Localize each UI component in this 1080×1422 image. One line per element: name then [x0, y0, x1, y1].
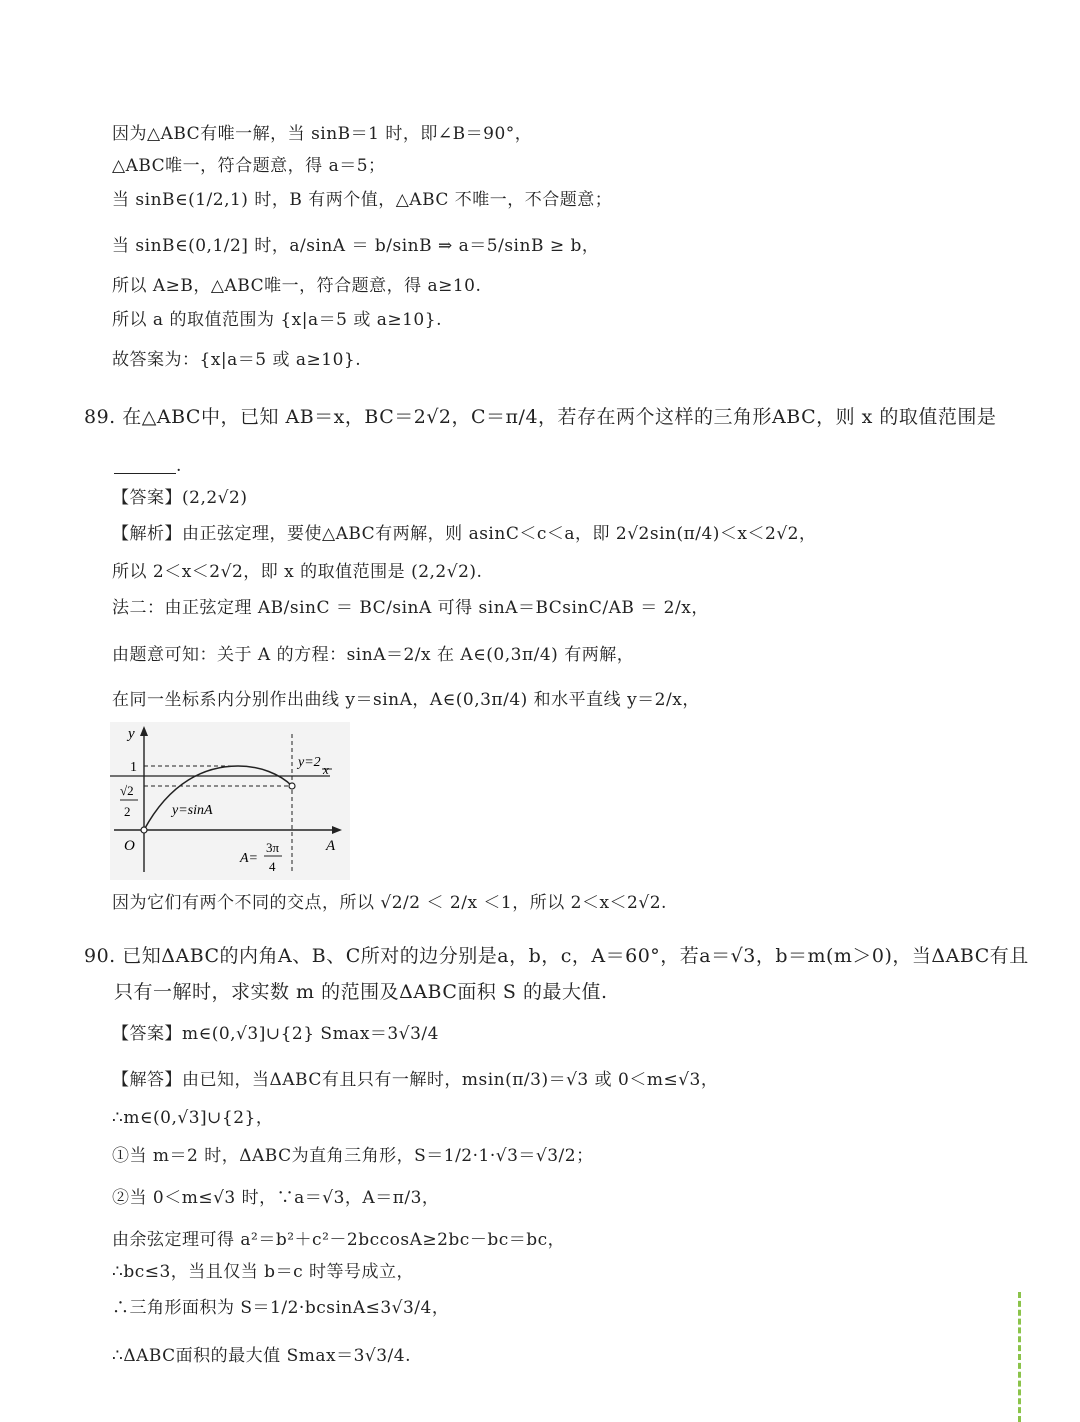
text-line-22: ②当 0＜m≤√3 时，∵a＝√3，A＝π/3，: [112, 1188, 440, 1208]
origin-open-point: [141, 827, 147, 833]
text-line-26: ∴ΔABC面积的最大值 Smax＝3√3/4.: [112, 1346, 411, 1366]
text-line-23: 由余弦定理可得 a²＝b²＋c²－2bccosA≥2bc－bc＝bc，: [112, 1230, 566, 1250]
text-line-20: ∴m∈(0,√3]∪{2}，: [112, 1108, 274, 1128]
tick-1-label: 1: [130, 760, 137, 775]
a-den: 4: [269, 859, 276, 874]
text-line-4: 当 sinB∈(0,1/2] 时，a/sinA ＝ b/sinB ⇒ a＝5/sinB ≥ b，: [112, 236, 600, 256]
page-edge-dashed-line: [1018, 1292, 1021, 1422]
sine-figure: [110, 722, 350, 884]
question-90-line-2: 只有一解时，求实数 m 的范围及ΔABC面积 S 的最大值.: [114, 981, 608, 1003]
text-line-24: ∴bc≤3，当且仅当 b＝c 时等号成立，: [112, 1262, 414, 1282]
text-line-14: 在同一坐标系内分别作出曲线 y＝sinA，A∈(0,3π/4) 和水平直线 y＝2/x，: [112, 690, 700, 710]
question-90-line-1: 90. 已知ΔABC的内角A、B、C所对的边分别是a，b，c，A＝60°，若a＝√3，b＝m(m＞0)，当ΔABC有且: [84, 945, 1029, 967]
answer-blank: [114, 470, 176, 474]
question-89: 89. 在△ABC中，已知 AB＝x，BC＝2√2，C＝π/4，若存在两个这样的三角形ABC，则 x 的取值范围是: [84, 406, 997, 428]
text-line-5: 所以 A≥B，△ABC唯一，符合题意，得 a≥10.: [112, 276, 482, 296]
analysis-89: 【解析】由正弦定理，要使△ABC有两解，则 asinC＜c＜a，即 2√2sin(π/4)＜x＜2√2，: [112, 524, 817, 544]
tick-sqrt2-num: √2: [120, 783, 134, 798]
solution-90: 【解答】由已知，当ΔABC有且只有一解时，msin(π/3)＝√3 或 0＜m≤√3，: [112, 1070, 719, 1090]
text-line-2: △ABC唯一，符合题意，得 a＝5；: [112, 156, 386, 176]
curve-label: y=sinA: [172, 803, 213, 818]
text-line-13: 由题意可知：关于 A 的方程：sinA＝2/x 在 A∈(0,3π/4) 有两解，: [112, 645, 635, 665]
text-line-6: 所以 a 的取值范围为 {x|a＝5 或 a≥10}.: [112, 310, 442, 330]
origin-label: O: [124, 838, 135, 854]
answer-89: 【答案】(2,2√2): [112, 488, 248, 508]
figure-background: [110, 722, 350, 880]
line-label-bottom: x: [323, 762, 329, 777]
y-axis-label: y: [128, 726, 135, 742]
sine-graph: [110, 722, 350, 880]
a-num: 3π: [266, 840, 280, 855]
text-line-11: 所以 2＜x＜2√2，即 x 的取值范围是 (2,2√2).: [112, 562, 483, 582]
a-label: A=: [240, 851, 258, 866]
tick-sqrt2-den: 2: [124, 804, 131, 819]
answer-90: 【答案】m∈(0,√3]∪{2} Smax＝3√3/4: [112, 1024, 439, 1044]
text-line-21: ①当 m＝2 时，ΔABC为直角三角形，S＝1/2·1·√3＝√3/2；: [112, 1146, 594, 1166]
text-line-3: 当 sinB∈(1/2,1) 时，B 有两个值，△ABC 不唯一，不合题意；: [112, 190, 613, 210]
text-line-1: 因为△ABC有唯一解，当 sinB＝1 时，即∠B＝90°，: [112, 124, 533, 144]
end-open-point: [289, 783, 295, 789]
line-label-top: y=2: [298, 755, 321, 770]
blank-period: .: [176, 456, 182, 476]
text-line-7: 故答案为：{x|a＝5 或 a≥10}.: [112, 350, 362, 370]
method-two: 法二：由正弦定理 AB/sinC ＝ BC/sinA 可得 sinA＝BCsinC/AB ＝ 2/x，: [112, 598, 709, 618]
text-line-15: 因为它们有两个不同的交点，所以 √2/2 ＜ 2/x ＜1，所以 2＜x＜2√2.: [112, 893, 667, 913]
text-line-25: ∴三角形面积为 S＝1/2·bcsinA≤3√3/4，: [112, 1298, 450, 1318]
x-axis-label: A: [326, 838, 336, 854]
